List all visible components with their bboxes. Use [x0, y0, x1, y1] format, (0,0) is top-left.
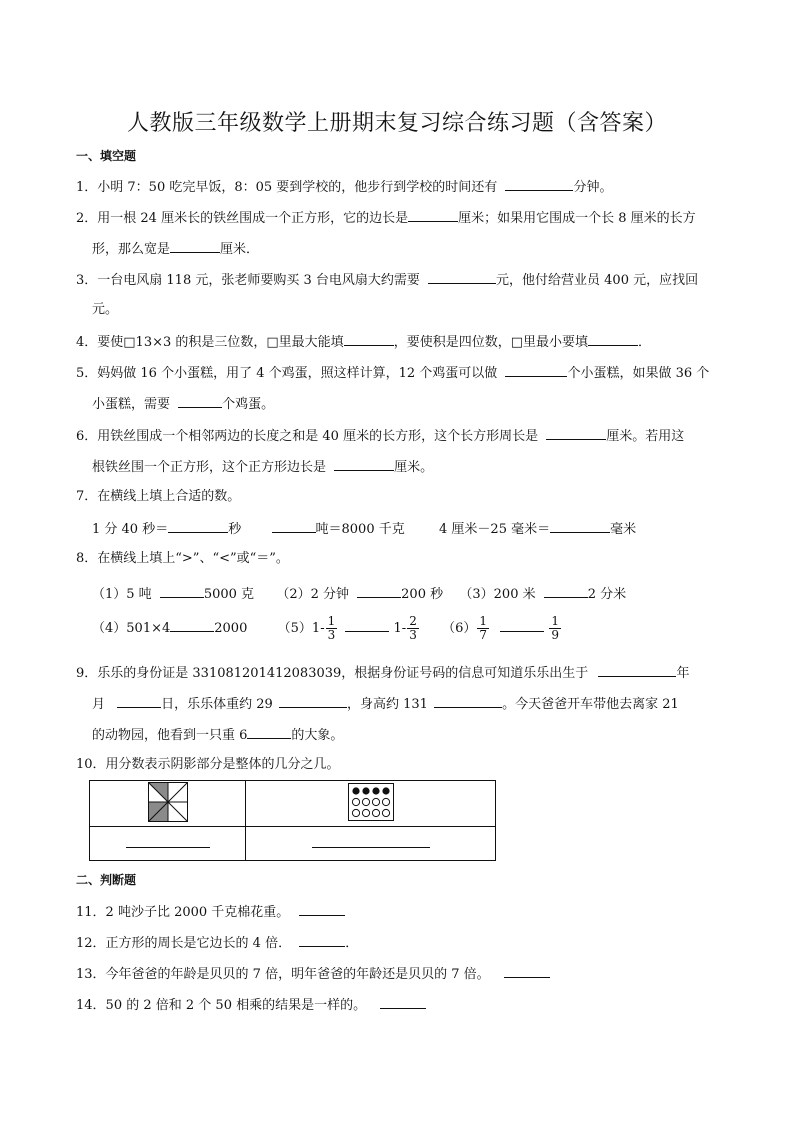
question-4: 4．要使□13×3 的积是三位数，□里最大能填 ，要使积是四位数，□里最小要填 ．: [76, 332, 651, 352]
answer-blank[interactable]: [505, 363, 567, 377]
answer-blank[interactable]: [428, 270, 496, 284]
answer-cell: [90, 827, 246, 861]
question-7-items: 1 分 40 秒＝ 秒 吨＝8000 千克 4 厘米－25 毫米＝ 毫米: [92, 519, 636, 539]
dots-figure: [348, 783, 394, 821]
answer-blank[interactable]: [299, 902, 345, 916]
question-9: 9．乐乐的身份证是 331081201412083039，根据身份证号码的信息可知道乐乐出生于 年: [76, 663, 689, 683]
shaded-square-figure: [148, 782, 188, 822]
question-6-cont: 根铁丝围一个正方形，这个正方形边长是 厘米。: [92, 457, 433, 477]
answer-blank[interactable]: [279, 694, 347, 708]
answer-blank[interactable]: [588, 332, 638, 346]
question-8-row1: （1）5 吨 5000 克 （2）2 分钟 200 秒 （3）200 米 2 分米: [92, 584, 626, 604]
question-13: 13．今年爸爸的年龄是贝贝的 7 倍，明年爸爸的年龄还是贝贝的 7 倍。: [76, 964, 550, 984]
answer-blank[interactable]: [160, 584, 204, 598]
answer-cell: [246, 827, 496, 861]
question-1: 1．小明 7：50 吃完早饭，8：05 要到学校的，他步行到学校的时间还有 分钟。: [76, 177, 612, 197]
answer-blank[interactable]: [299, 933, 345, 947]
answer-blank[interactable]: [408, 208, 458, 222]
question-9-cont2: 的动物园，他看到一只重 6 的大象。: [92, 725, 343, 745]
answer-blank[interactable]: [357, 584, 401, 598]
answer-blank[interactable]: [550, 519, 610, 533]
question-6: 6．用铁丝围成一个相邻两边的长度之和是 40 厘米的长方形，这个长方形周长是 厘米。若用这: [76, 426, 684, 446]
answer-blank[interactable]: [434, 694, 502, 708]
question-2: 2．用一根 24 厘米长的铁丝围成一个正方形，它的边长是 厘米；如果用它围成一个长 8 厘米的长方: [76, 208, 696, 228]
figure-cell: [90, 781, 246, 827]
answer-blank[interactable]: [500, 618, 544, 632]
answer-blank[interactable]: [168, 519, 228, 533]
answer-blank[interactable]: [272, 519, 316, 533]
answer-blank[interactable]: [312, 834, 430, 848]
answer-blank[interactable]: [170, 239, 220, 253]
question-10: 10．用分数表示阴影部分是整体的几分之几。: [76, 757, 340, 772]
question-8-row2: （4）501×4 2000 （5）1‑ $\frac{1}{3}$ 1‑ $\frac{2}{3}$ （6） $\frac{1}{7}$ $\frac{1}{9}$: [92, 614, 559, 642]
fraction-one-ninth: $\frac{1}{9}$: [551, 614, 559, 642]
question-3: 3．一台电风扇 118 元，张老师要购买 3 台电风扇大约需要 元，他付给营业员 400 元，应找回: [76, 270, 698, 290]
answer-blank[interactable]: [504, 964, 550, 978]
question-10-figure-table: [89, 780, 496, 861]
answer-blank[interactable]: [598, 663, 676, 677]
question-7: 7．在横线上填上合适的数。: [76, 489, 241, 504]
question-14: 14．50 的 2 倍和 2 个 50 相乘的结果是一样的。: [76, 995, 426, 1015]
answer-blank[interactable]: [247, 725, 291, 739]
answer-blank[interactable]: [345, 618, 389, 632]
question-8: 8．在横线上填上“>”、“<”或“＝”。: [76, 551, 289, 566]
answer-blank[interactable]: [544, 584, 588, 598]
answer-blank[interactable]: [126, 834, 210, 848]
answer-blank[interactable]: [546, 426, 606, 440]
question-11: 11．2 吨沙子比 2000 千克棉花重。: [76, 902, 345, 922]
question-9-cont: 月 日，乐乐体重约 29 ，身高约 131 。今天爸爸开车带他去离家 21: [92, 694, 679, 714]
question-3-cont: 元。: [92, 302, 119, 317]
answer-blank[interactable]: [178, 394, 222, 408]
fraction-one-seventh: $\frac{1}{7}$: [479, 614, 488, 642]
figure-cell: [246, 781, 496, 827]
question-5-cont: 小蛋糕，需要 个鸡蛋。: [92, 394, 274, 414]
answer-blank[interactable]: [334, 457, 394, 471]
answer-blank[interactable]: [344, 332, 394, 346]
answer-blank[interactable]: [380, 995, 426, 1009]
section-heading-fill-blank: 一、填空题: [76, 149, 137, 163]
fraction-two-thirds: $\frac{2}{3}$: [409, 614, 417, 642]
question-5: 5．妈妈做 16 个小蛋糕，用了 4 个鸡蛋，照这样计算，12 个鸡蛋可以做 个小蛋糕，如果做 36 个: [76, 363, 709, 383]
question-2-cont: 形，那么宽是 厘米．: [92, 239, 259, 259]
answer-blank[interactable]: [117, 694, 161, 708]
question-12: 12．正方形的周长是它边长的 4 倍． ．: [76, 933, 358, 953]
page-title: 人教版三年级数学上册期末复习综合练习题（含答案）: [126, 111, 667, 136]
fraction-one-third: $\frac{1}{3}$: [327, 614, 336, 642]
answer-blank[interactable]: [505, 177, 573, 191]
section-heading-true-false: 二、判断题: [76, 873, 137, 887]
answer-blank[interactable]: [170, 618, 214, 632]
